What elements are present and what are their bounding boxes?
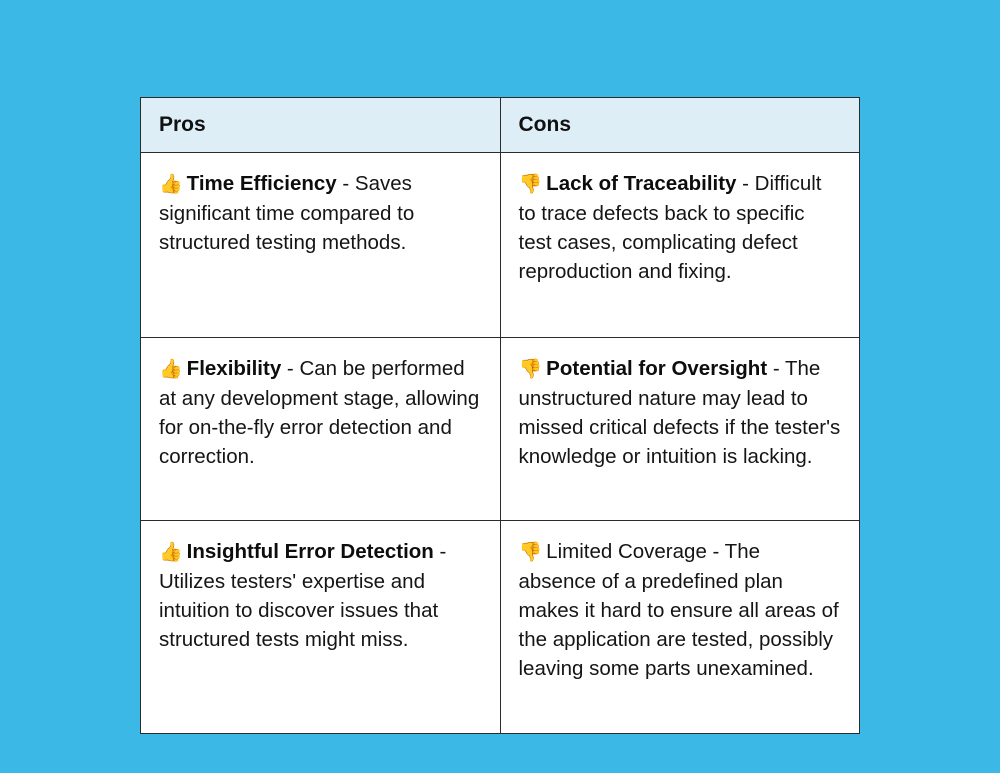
pros-description: - Can be performed at any development stage, allowing for on-the-fly error detection and correction. [159,357,480,469]
column-header-cons: Cons [500,98,860,153]
pros-cell-content [159,354,482,471]
pros-description: - Saves significant time compared to structured testing methods. [159,172,415,255]
thumbs-down-icon: 👎 [518,174,543,196]
table-body [141,153,860,734]
pros-term: Flexibility [186,357,282,381]
cons-term: Potential for Oversight [546,357,768,381]
cons-cell-content [519,354,842,471]
cons-description: - Difficult to trace defects back to specific test cases, complicating defect reproduction and fixing. [518,172,822,284]
pros-cell-content [159,169,482,257]
cons-description: - The unstructured nature may lead to missed critical defects if the tester's knowledge or intuition is lacking. [518,357,841,469]
table-header-row [141,98,860,153]
pros-cell [141,338,501,521]
table-header [141,98,860,153]
pros-description: - Utilizes testers' expertise and intuition to discover issues that structured tests might miss. [159,540,447,652]
cons-cell [500,153,860,338]
pros-term: Time Efficiency [186,172,337,196]
column-header-pros: Pros [141,98,501,153]
table-row [141,521,860,734]
pros-cell [141,153,501,338]
table-row [141,153,860,338]
cons-term: Lack of Traceability [546,172,737,196]
cons-cell [500,338,860,521]
thumbs-up-icon: 👍 [159,542,183,564]
thumbs-down-icon: 👎 [518,359,543,381]
cons-description: Limited Coverage - The absence of a predefined plan makes it hard to ensure all areas of the application are tested, possibly leaving some parts unexamined. [518,540,839,681]
cons-cell [500,521,860,734]
pros-cons-table [140,97,860,734]
cons-cell-content [519,169,842,286]
pros-cell-content [159,537,482,654]
thumbs-up-icon: 👍 [159,174,183,196]
thumbs-up-icon: 👍 [159,359,183,381]
pros-term: Insightful Error Detection [186,540,434,564]
pros-cons-table-container [140,97,860,734]
table-row [141,338,860,521]
thumbs-down-icon: 👎 [518,542,543,564]
cons-cell-content [519,537,842,683]
pros-cell [141,521,501,734]
